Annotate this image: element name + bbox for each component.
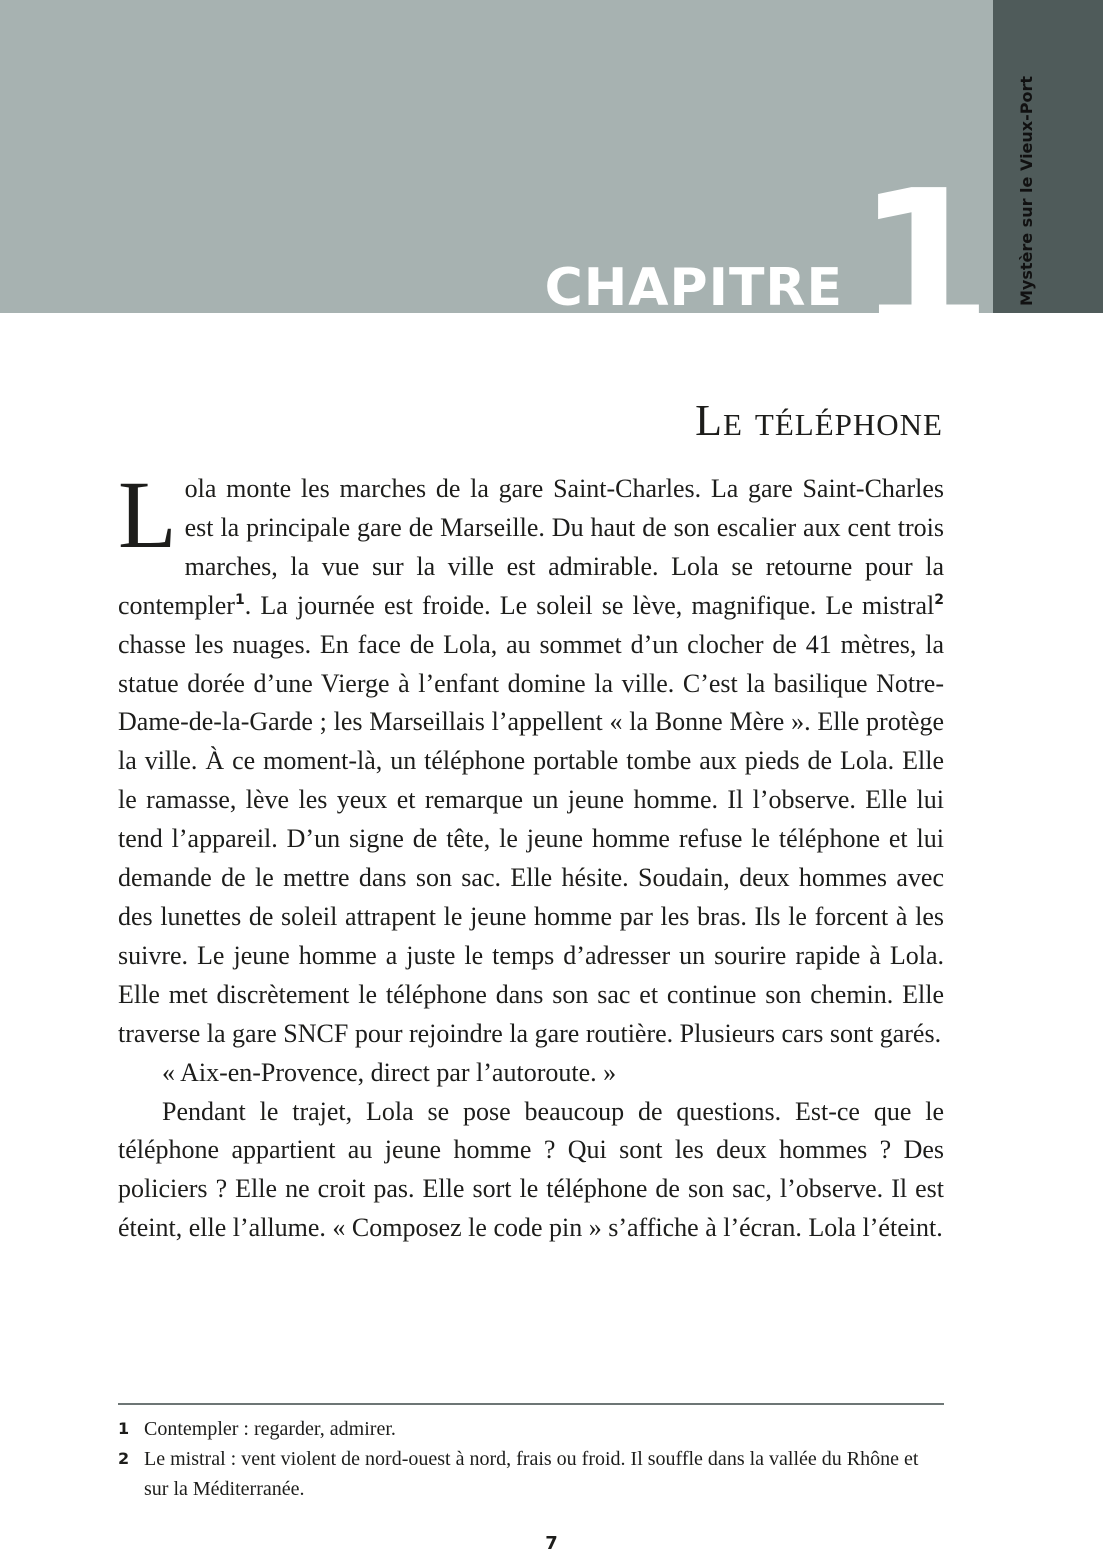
footnote-2 — [118, 1444, 944, 1504]
chapter-number: 1 — [856, 149, 993, 377]
paragraph-2: « Aix-en-Provence, direct par l’autoroute. » — [162, 1057, 617, 1087]
footnote-ref-2[interactable]: 2 — [934, 591, 944, 608]
chapter-label: CHAPITRE — [544, 258, 843, 318]
footnote-number: 1 — [118, 1419, 130, 1438]
chapter-title: Le téléphone — [695, 396, 943, 445]
footnote-1 — [118, 1414, 944, 1444]
footnote-divider — [118, 1403, 944, 1405]
page-number: 7 — [545, 1533, 558, 1554]
side-tab — [993, 0, 1103, 313]
paragraph-1 — [118, 461, 944, 1054]
footnote-text: Le mistral : vent violent de nord-ouest à nord, frais ou froid. Il souffle dans la vallée du Rhône et sur la Méditerranée. — [144, 1448, 919, 1500]
footnote-text: Contempler : regarder, admirer. — [144, 1418, 396, 1440]
footnotes — [118, 1414, 944, 1504]
paragraph-1-part-a: ola monte les marches de la gare Saint-Charles. La gare Saint-Charles est la principale gare de Marseille. Du haut de son escalier aux cent trois marches, la vue sur la ville est admirable. Lola se retourne pour la contempler — [118, 474, 944, 620]
footnote-number: 2 — [118, 1449, 130, 1468]
paragraph-1-part-c: chasse les nuages. En face de Lola, au sommet d’un clocher de 41 mètres, la statue dorée d’une Vierge à l’enfant domine la ville. C’est la basilique Notre-Dame-de-la-Garde ; les Marseillais l’appellent « la Bonne Mère ». Elle protège la ville. À ce moment-là, un téléphone portable tombe aux pieds de Lola. Elle le ramasse, lève les yeux et remarque un jeune homme. Il l’observe. Elle lui tend l’appareil. D’un signe de tête, le jeune homme refuse le téléphone et lui demande de le mettre dans son sac. Elle hésite. Soudain, deux hommes avec des lunettes de soleil attrapent le jeune homme par les bras. Ils le forcent à les suivre. Le jeune homme a juste le temps d’adresser un sourire rapide à Lola. Elle met discrètement le téléphone dans son sac et continue son chemin. Elle traverse la gare SNCF pour rejoindre la gare routière. Plusieurs cars sont garés. — [118, 629, 944, 1048]
chapter-banner — [0, 0, 993, 377]
drop-cap: L — [118, 461, 177, 568]
body-text — [118, 461, 944, 1248]
paragraph-3: Pendant le trajet, Lola se pose beaucoup de questions. Est-ce que le téléphone appartient au jeune homme ? Qui sont les deux hommes ? Des policiers ? Elle ne croit pas. Elle sort le téléphone de son sac, l’observe. Il est éteint, elle l’allume. « Composez le code pin » s’affiche à l’écran. Lola l’éteint. — [118, 1096, 944, 1243]
paragraph-1-part-b: . La journée est froide. Le soleil se lève, magnifique. Le mistral — [244, 590, 935, 620]
footnote-ref-1[interactable]: 1 — [234, 591, 245, 608]
book-title-vertical: Mystère sur le Vieux-Port — [1017, 75, 1036, 306]
